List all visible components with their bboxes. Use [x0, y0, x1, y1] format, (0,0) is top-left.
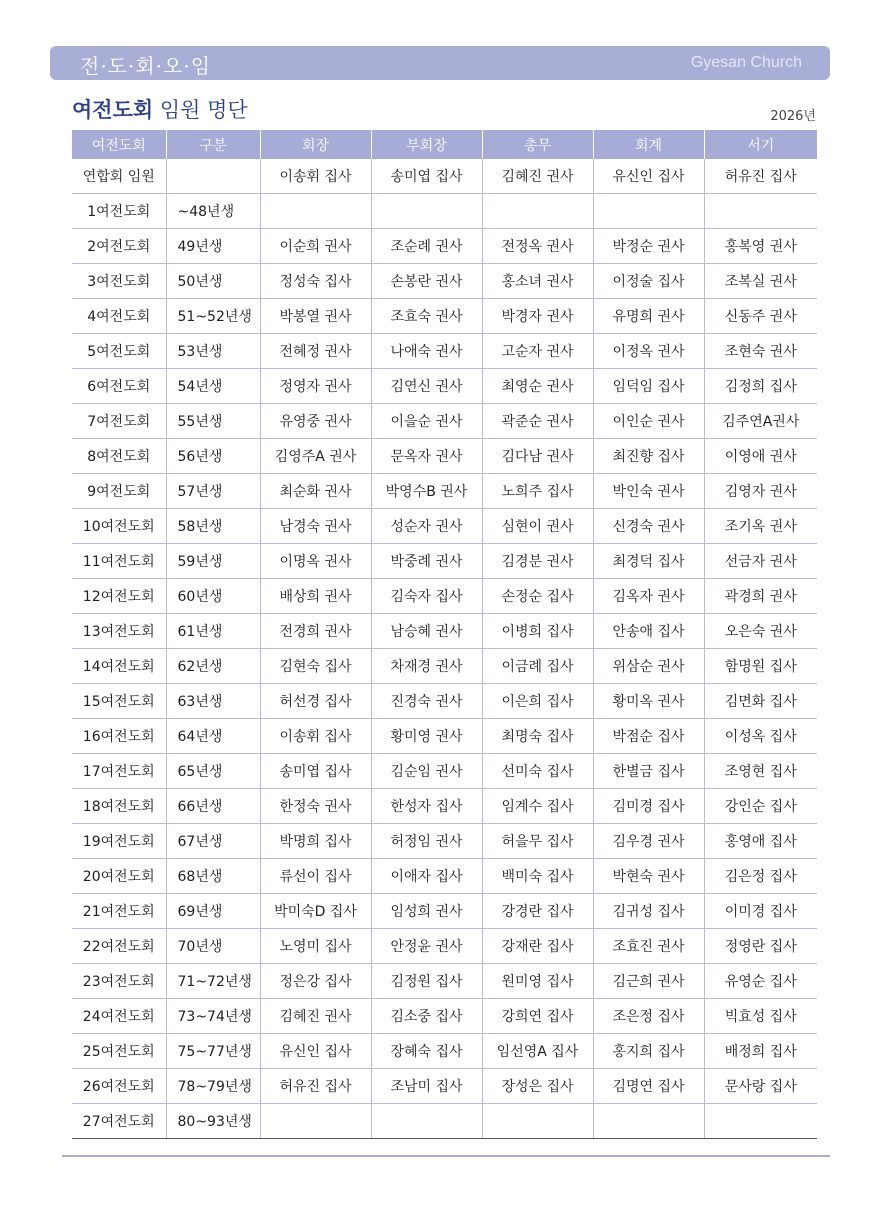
cell-category: 78~79년생	[166, 1069, 260, 1104]
cell-treasurer: 김우경 권사	[593, 824, 704, 859]
cell-vice-president: 문옥자 권사	[371, 439, 482, 474]
cell-vice-president: 황미영 권사	[371, 719, 482, 754]
page-title-light: 임원 명단	[153, 98, 248, 122]
footer-divider	[62, 1155, 830, 1157]
table-row	[72, 579, 817, 614]
cell-general-secretary	[482, 1104, 593, 1139]
cell-vice-president: 김정원 집사	[371, 964, 482, 999]
cell-treasurer: 조효진 권사	[593, 929, 704, 964]
cell-category: 70년생	[166, 929, 260, 964]
cell-president: 배상희 권사	[260, 579, 371, 614]
table-row	[72, 439, 817, 474]
cell-category: 53년생	[166, 334, 260, 369]
column-header-vice-president: 부회장	[371, 130, 482, 159]
cell-president: 정영자 권사	[260, 369, 371, 404]
cell-group: 11여전도회	[72, 544, 166, 579]
cell-general-secretary: 박경자 권사	[482, 299, 593, 334]
cell-vice-president: 임성희 권사	[371, 894, 482, 929]
cell-vice-president: 한성자 집사	[371, 789, 482, 824]
cell-group: 14여전도회	[72, 649, 166, 684]
cell-secretary: 조영현 집사	[704, 754, 817, 789]
cell-category: 66년생	[166, 789, 260, 824]
table-row	[72, 229, 817, 264]
cell-category: 69년생	[166, 894, 260, 929]
cell-secretary: 곽경희 권사	[704, 579, 817, 614]
cell-vice-president: 박영수B 권사	[371, 474, 482, 509]
cell-president: 허유진 집사	[260, 1069, 371, 1104]
cell-president: 박봉열 권사	[260, 299, 371, 334]
cell-group: 2여전도회	[72, 229, 166, 264]
table-row	[72, 369, 817, 404]
officers-table	[72, 130, 817, 1139]
cell-secretary: 문사랑 집사	[704, 1069, 817, 1104]
cell-vice-president: 손봉란 권사	[371, 264, 482, 299]
cell-vice-president: 차재경 권사	[371, 649, 482, 684]
cell-president: 이송휘 집사	[260, 159, 371, 194]
cell-group: 10여전도회	[72, 509, 166, 544]
cell-general-secretary: 강경란 집사	[482, 894, 593, 929]
cell-category: 51~52년생	[166, 299, 260, 334]
table-row	[72, 509, 817, 544]
cell-president: 노영미 집사	[260, 929, 371, 964]
church-name: Gyesan Church	[690, 54, 802, 71]
cell-group: 8여전도회	[72, 439, 166, 474]
column-header-general-secretary: 총무	[482, 130, 593, 159]
cell-vice-president: 성순자 권사	[371, 509, 482, 544]
cell-president: 유영중 권사	[260, 404, 371, 439]
cell-secretary: 이영애 권사	[704, 439, 817, 474]
cell-secretary: 강인순 집사	[704, 789, 817, 824]
table-row	[72, 684, 817, 719]
table-row	[72, 474, 817, 509]
cell-president: 박미숙D 집사	[260, 894, 371, 929]
column-header-president: 회장	[260, 130, 371, 159]
table-row	[72, 264, 817, 299]
cell-group: 13여전도회	[72, 614, 166, 649]
cell-group: 20여전도회	[72, 859, 166, 894]
cell-secretary	[704, 1104, 817, 1139]
cell-category: 61년생	[166, 614, 260, 649]
cell-treasurer: 조은정 집사	[593, 999, 704, 1034]
cell-general-secretary: 김혜진 권사	[482, 159, 593, 194]
cell-treasurer: 김미경 집사	[593, 789, 704, 824]
cell-treasurer: 김옥자 권사	[593, 579, 704, 614]
table-row	[72, 894, 817, 929]
cell-treasurer: 황미옥 권사	[593, 684, 704, 719]
cell-category: 65년생	[166, 754, 260, 789]
cell-group: 4여전도회	[72, 299, 166, 334]
column-header-treasurer: 회계	[593, 130, 704, 159]
cell-vice-president: 이을순 권사	[371, 404, 482, 439]
cell-secretary: 허유진 집사	[704, 159, 817, 194]
cell-president: 정성숙 집사	[260, 264, 371, 299]
table-row	[72, 194, 817, 229]
cell-vice-president	[371, 194, 482, 229]
cell-category: 75~77년생	[166, 1034, 260, 1069]
cell-vice-president: 조순례 권사	[371, 229, 482, 264]
table-row	[72, 1034, 817, 1069]
cell-treasurer: 박현숙 권사	[593, 859, 704, 894]
cell-treasurer: 신경숙 권사	[593, 509, 704, 544]
cell-president: 전혜정 권사	[260, 334, 371, 369]
cell-general-secretary: 원미영 집사	[482, 964, 593, 999]
cell-vice-president: 김순임 권사	[371, 754, 482, 789]
table-row	[72, 544, 817, 579]
cell-treasurer	[593, 1104, 704, 1139]
cell-secretary: 김주연A권사	[704, 404, 817, 439]
table-row	[72, 929, 817, 964]
cell-treasurer: 박점순 집사	[593, 719, 704, 754]
cell-president: 김현숙 집사	[260, 649, 371, 684]
cell-group: 19여전도회	[72, 824, 166, 859]
cell-vice-president: 이애자 집사	[371, 859, 482, 894]
cell-president: 전경희 권사	[260, 614, 371, 649]
cell-secretary: 신동주 권사	[704, 299, 817, 334]
cell-president: 김혜진 권사	[260, 999, 371, 1034]
column-header-secretary: 서기	[704, 130, 817, 159]
cell-president: 이송휘 집사	[260, 719, 371, 754]
cell-group: 26여전도회	[72, 1069, 166, 1104]
cell-president: 송미엽 집사	[260, 754, 371, 789]
cell-president: 정은강 집사	[260, 964, 371, 999]
cell-category: 63년생	[166, 684, 260, 719]
cell-category: 55년생	[166, 404, 260, 439]
cell-treasurer: 위삼순 권사	[593, 649, 704, 684]
cell-secretary: 조기옥 권사	[704, 509, 817, 544]
cell-category: 49년생	[166, 229, 260, 264]
cell-treasurer: 김명연 집사	[593, 1069, 704, 1104]
cell-category: 56년생	[166, 439, 260, 474]
cell-treasurer: 이정술 집사	[593, 264, 704, 299]
cell-group: 17여전도회	[72, 754, 166, 789]
cell-general-secretary: 전정옥 권사	[482, 229, 593, 264]
cell-president	[260, 194, 371, 229]
cell-group: 연합회 임원	[72, 159, 166, 194]
cell-general-secretary: 이병희 집사	[482, 614, 593, 649]
cell-vice-president: 허정임 권사	[371, 824, 482, 859]
cell-category: 54년생	[166, 369, 260, 404]
cell-category: 68년생	[166, 859, 260, 894]
cell-treasurer: 이인순 권사	[593, 404, 704, 439]
cell-vice-president: 진경숙 권사	[371, 684, 482, 719]
cell-category: 64년생	[166, 719, 260, 754]
cell-vice-president: 박중례 권사	[371, 544, 482, 579]
cell-president: 이순희 권사	[260, 229, 371, 264]
cell-category: 67년생	[166, 824, 260, 859]
cell-general-secretary: 이은희 집사	[482, 684, 593, 719]
cell-treasurer: 유명희 권사	[593, 299, 704, 334]
cell-category: 50년생	[166, 264, 260, 299]
cell-vice-president: 남승혜 권사	[371, 614, 482, 649]
cell-category: 57년생	[166, 474, 260, 509]
cell-group: 12여전도회	[72, 579, 166, 614]
cell-president: 유신인 집사	[260, 1034, 371, 1069]
table-row	[72, 789, 817, 824]
cell-vice-president: 조효숙 권사	[371, 299, 482, 334]
cell-vice-president: 나애숙 권사	[371, 334, 482, 369]
cell-treasurer	[593, 194, 704, 229]
cell-category: ~48년생	[166, 194, 260, 229]
cell-general-secretary: 선미숙 집사	[482, 754, 593, 789]
cell-category: 59년생	[166, 544, 260, 579]
cell-secretary: 빅효성 집사	[704, 999, 817, 1034]
cell-group: 5여전도회	[72, 334, 166, 369]
cell-vice-president: 김숙자 집사	[371, 579, 482, 614]
cell-treasurer: 박인숙 권사	[593, 474, 704, 509]
cell-group: 3여전도회	[72, 264, 166, 299]
cell-group: 7여전도회	[72, 404, 166, 439]
cell-secretary: 이성옥 집사	[704, 719, 817, 754]
cell-treasurer: 한별금 집사	[593, 754, 704, 789]
page-title	[72, 94, 248, 124]
table-row	[72, 299, 817, 334]
cell-secretary: 함명원 집사	[704, 649, 817, 684]
column-header-group: 여전도회	[72, 130, 166, 159]
cell-treasurer: 유신인 집사	[593, 159, 704, 194]
cell-category	[166, 159, 260, 194]
cell-secretary: 정영란 집사	[704, 929, 817, 964]
cell-general-secretary: 노희주 집사	[482, 474, 593, 509]
table-row	[72, 999, 817, 1034]
table-row	[72, 334, 817, 369]
cell-group: 27여전도회	[72, 1104, 166, 1139]
table-row	[72, 1069, 817, 1104]
table-row	[72, 159, 817, 194]
cell-president: 남경숙 권사	[260, 509, 371, 544]
cell-group: 9여전도회	[72, 474, 166, 509]
cell-general-secretary: 장성은 집사	[482, 1069, 593, 1104]
cell-general-secretary	[482, 194, 593, 229]
cell-group: 6여전도회	[72, 369, 166, 404]
table-row	[72, 964, 817, 999]
cell-general-secretary: 이금례 집사	[482, 649, 593, 684]
table-header-row	[72, 130, 817, 159]
cell-secretary: 홍복영 권사	[704, 229, 817, 264]
cell-category: 60년생	[166, 579, 260, 614]
cell-treasurer: 안송애 집사	[593, 614, 704, 649]
cell-secretary: 선금자 권사	[704, 544, 817, 579]
table-row	[72, 614, 817, 649]
cell-vice-president: 장혜숙 집사	[371, 1034, 482, 1069]
cell-category: 73~74년생	[166, 999, 260, 1034]
cell-general-secretary: 최명숙 집사	[482, 719, 593, 754]
cell-vice-president	[371, 1104, 482, 1139]
cell-category: 71~72년생	[166, 964, 260, 999]
cell-secretary: 김정희 집사	[704, 369, 817, 404]
cell-secretary: 오은숙 권사	[704, 614, 817, 649]
cell-secretary: 조복실 권사	[704, 264, 817, 299]
cell-president: 박명희 집사	[260, 824, 371, 859]
year-label: 2026년	[770, 109, 816, 124]
cell-general-secretary: 곽준순 권사	[482, 404, 593, 439]
cell-treasurer: 김귀성 집사	[593, 894, 704, 929]
cell-vice-president: 송미엽 집사	[371, 159, 482, 194]
cell-president	[260, 1104, 371, 1139]
cell-category: 80~93년생	[166, 1104, 260, 1139]
column-header-category: 구분	[166, 130, 260, 159]
cell-general-secretary: 임선영A 집사	[482, 1034, 593, 1069]
cell-general-secretary: 김다남 권사	[482, 439, 593, 474]
cell-vice-president: 안정윤 권사	[371, 929, 482, 964]
cell-treasurer: 이정옥 권사	[593, 334, 704, 369]
cell-group: 24여전도회	[72, 999, 166, 1034]
cell-group: 16여전도회	[72, 719, 166, 754]
cell-vice-president: 김소중 집사	[371, 999, 482, 1034]
cell-secretary: 이미경 집사	[704, 894, 817, 929]
cell-general-secretary: 고순자 권사	[482, 334, 593, 369]
cell-treasurer: 최진향 집사	[593, 439, 704, 474]
cell-president: 이명옥 권사	[260, 544, 371, 579]
table-row	[72, 719, 817, 754]
cell-secretary: 배정희 집사	[704, 1034, 817, 1069]
cell-general-secretary: 김경분 권사	[482, 544, 593, 579]
page-title-strong: 여전도회	[72, 98, 154, 122]
cell-group: 18여전도회	[72, 789, 166, 824]
cell-treasurer: 김근희 권사	[593, 964, 704, 999]
table-row	[72, 649, 817, 684]
cell-secretary	[704, 194, 817, 229]
table-row	[72, 859, 817, 894]
cell-secretary: 유영순 집사	[704, 964, 817, 999]
cell-general-secretary: 손정순 집사	[482, 579, 593, 614]
table-row	[72, 754, 817, 789]
cell-general-secretary: 허을무 집사	[482, 824, 593, 859]
table-row	[72, 404, 817, 439]
cell-president: 최순화 권사	[260, 474, 371, 509]
cell-general-secretary: 백미숙 집사	[482, 859, 593, 894]
cell-category: 62년생	[166, 649, 260, 684]
section-label: 전·도·회·오·임	[80, 54, 212, 78]
cell-secretary: 김면화 집사	[704, 684, 817, 719]
cell-president: 허선경 집사	[260, 684, 371, 719]
cell-group: 22여전도회	[72, 929, 166, 964]
header-bar	[50, 46, 830, 80]
cell-general-secretary: 최영순 권사	[482, 369, 593, 404]
table-row	[72, 1104, 817, 1139]
cell-treasurer: 박정순 권사	[593, 229, 704, 264]
cell-president: 김영주A 권사	[260, 439, 371, 474]
cell-vice-president: 조남미 집사	[371, 1069, 482, 1104]
cell-group: 21여전도회	[72, 894, 166, 929]
cell-general-secretary: 강희연 집사	[482, 999, 593, 1034]
cell-vice-president: 김연신 권사	[371, 369, 482, 404]
cell-treasurer: 최경덕 집사	[593, 544, 704, 579]
cell-group: 15여전도회	[72, 684, 166, 719]
cell-secretary: 김은정 집사	[704, 859, 817, 894]
cell-president: 한정숙 권사	[260, 789, 371, 824]
cell-general-secretary: 강재란 집사	[482, 929, 593, 964]
cell-treasurer: 홍지희 집사	[593, 1034, 704, 1069]
cell-secretary: 김영자 권사	[704, 474, 817, 509]
table-body	[72, 159, 817, 1139]
cell-secretary: 조현숙 권사	[704, 334, 817, 369]
cell-general-secretary: 임계수 집사	[482, 789, 593, 824]
cell-group: 23여전도회	[72, 964, 166, 999]
cell-secretary: 홍영애 집사	[704, 824, 817, 859]
cell-president: 류선이 집사	[260, 859, 371, 894]
cell-general-secretary: 홍소녀 권사	[482, 264, 593, 299]
cell-group: 1여전도회	[72, 194, 166, 229]
cell-treasurer: 임덕임 집사	[593, 369, 704, 404]
table-row	[72, 824, 817, 859]
cell-category: 58년생	[166, 509, 260, 544]
cell-general-secretary: 심현이 권사	[482, 509, 593, 544]
cell-group: 25여전도회	[72, 1034, 166, 1069]
